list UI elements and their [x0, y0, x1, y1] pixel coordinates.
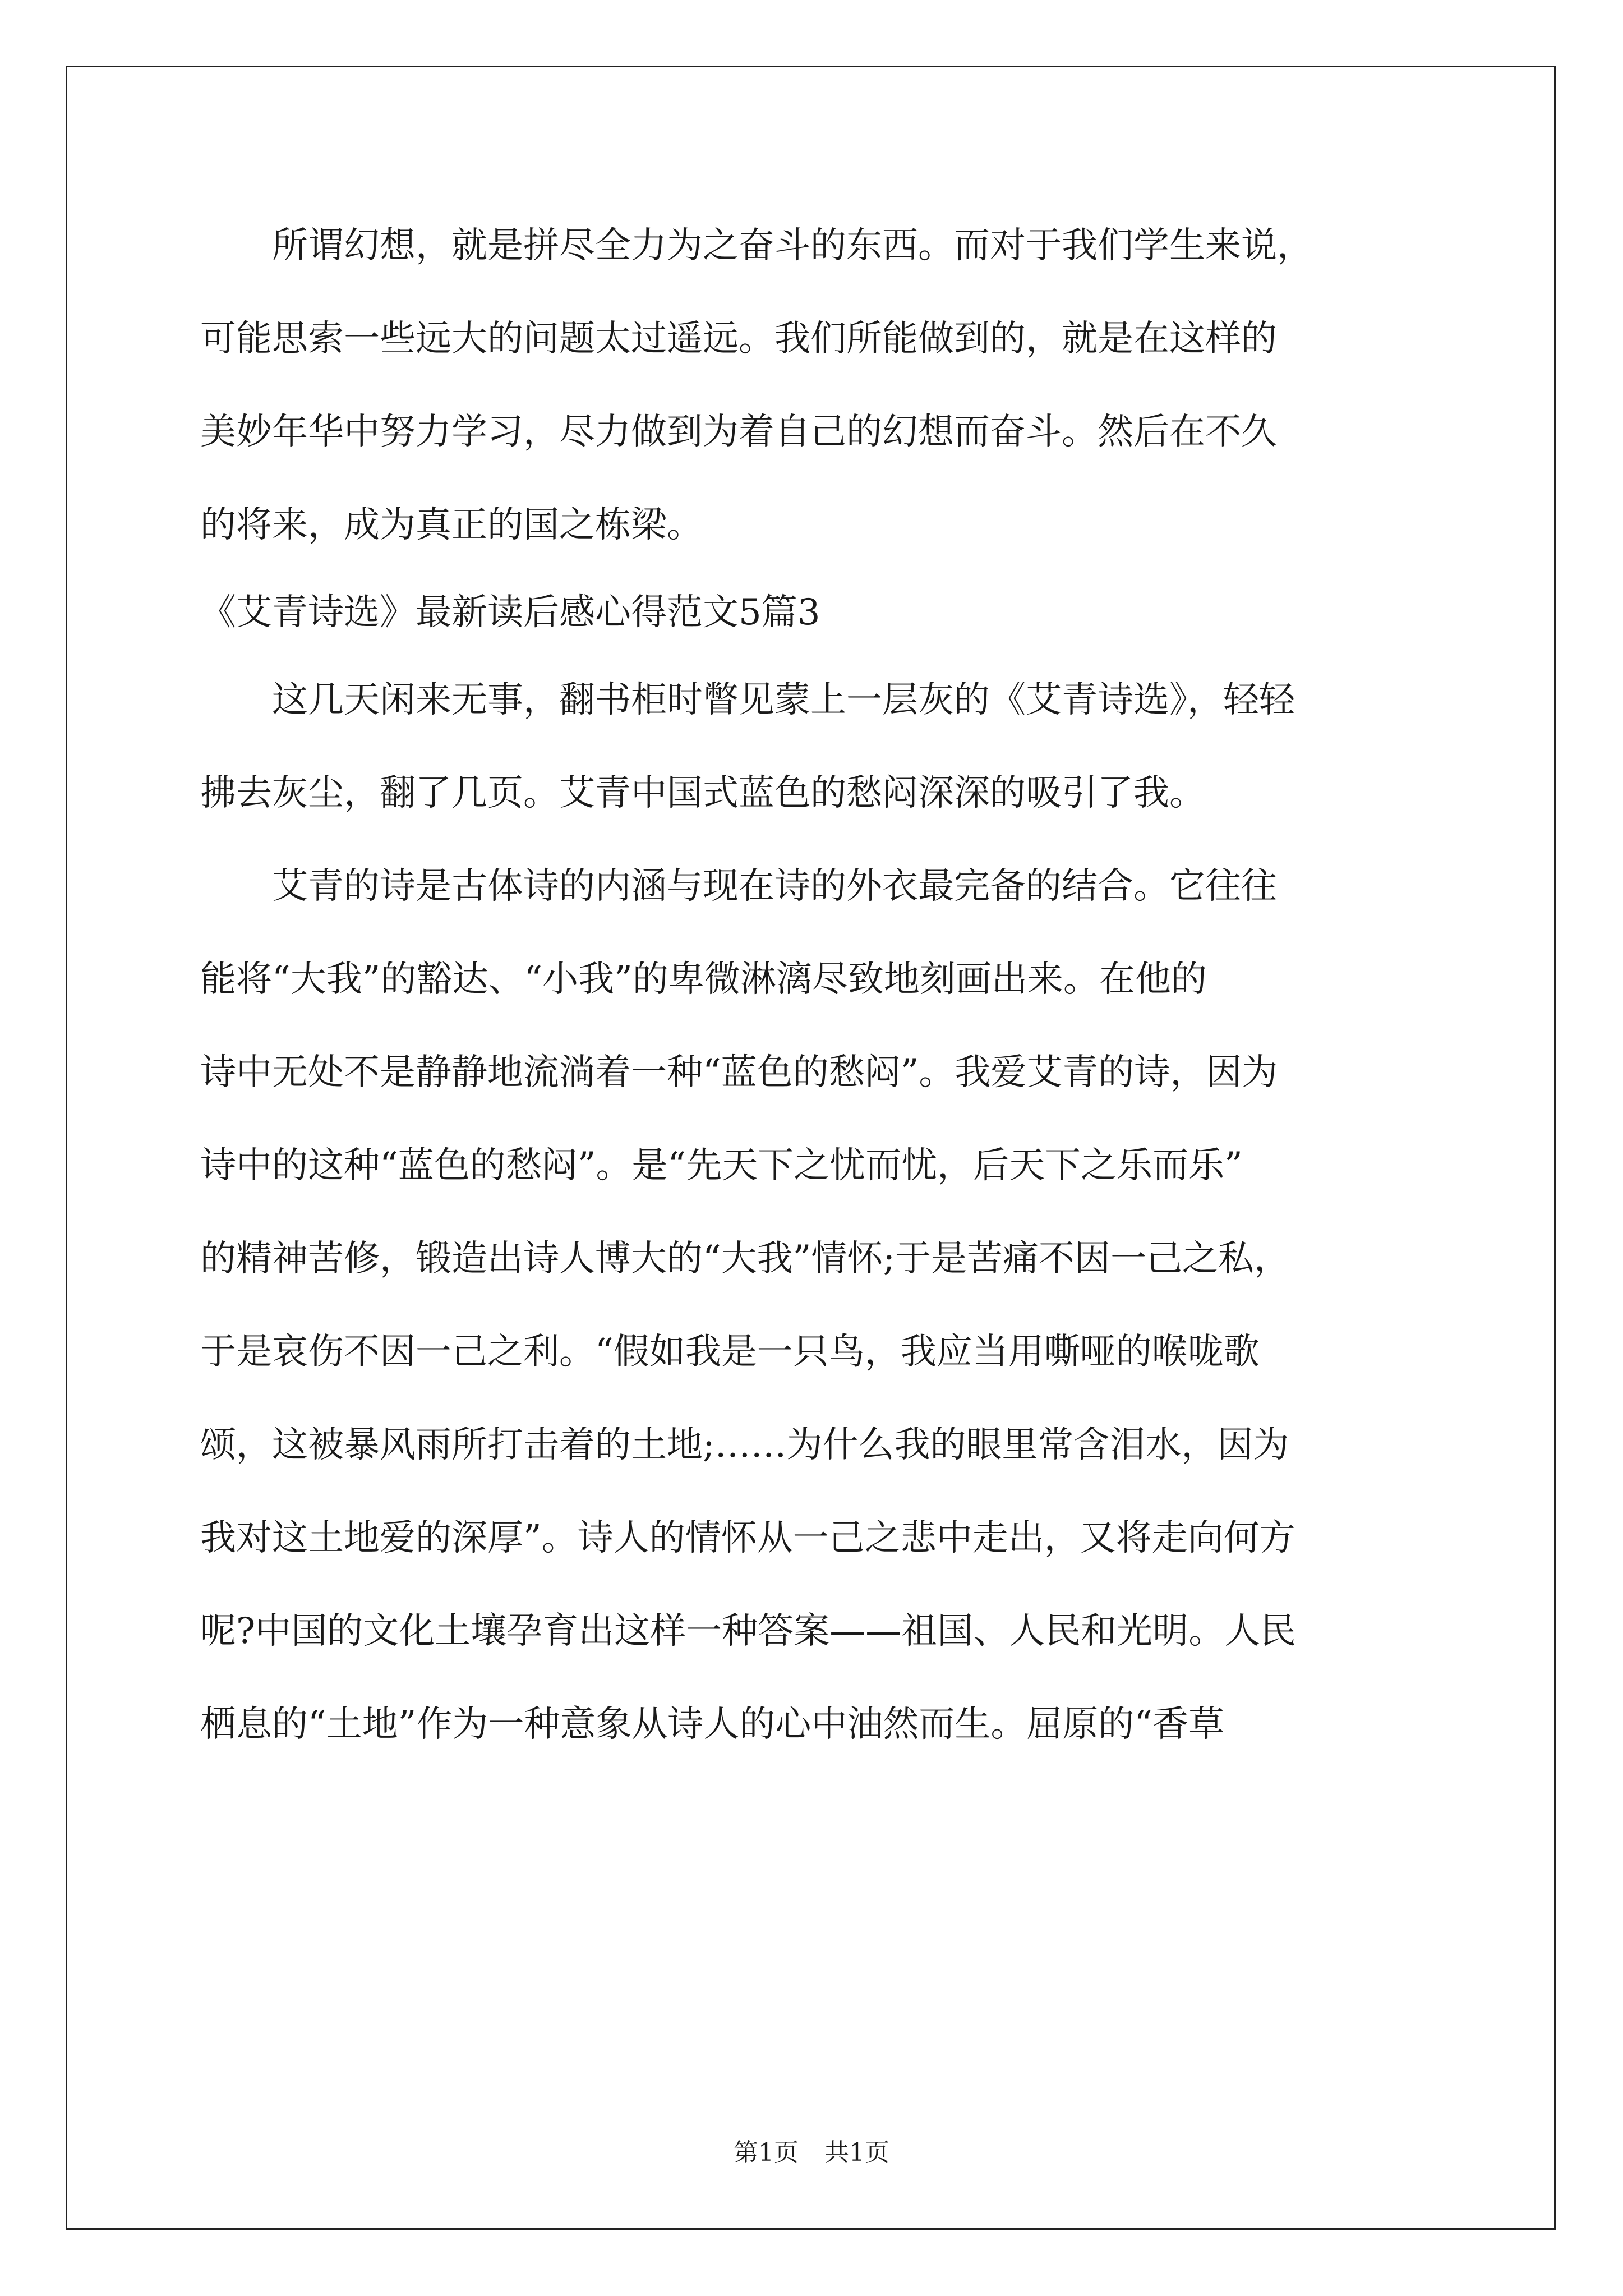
page-total: 共1页	[824, 2138, 889, 2167]
text-line: 所谓幻想，就是拼尽全力为之奋斗的东西。而对于我们学生来说，	[200, 225, 1313, 266]
text-line: 颂，这被暴风雨所打击着的土地;……为什么我的眼里常含泪水，因为	[200, 1424, 1289, 1466]
text-line: 拂去灰尘，翻了几页。艾青中国式蓝色的愁闷深深的吸引了我。	[200, 772, 1205, 814]
text-line: 于是哀伤不因一己之利。“假如我是一只鸟，我应当用嘶哑的喉咙歌	[200, 1331, 1260, 1373]
text-line: 的将来，成为真正的国之栋梁。	[200, 504, 703, 546]
text-line: 能将“大我”的豁达、“小我”的卑微淋漓尽致地刻画出来。在他的	[200, 959, 1207, 1000]
text-line: 呢?中国的文化土壤孕育出这样一种答案——祖国、人民和光明。人民	[200, 1611, 1297, 1652]
text-line: 诗中无处不是静静地流淌着一种“蓝色的愁闷”。我爱艾青的诗，因为	[200, 1052, 1278, 1093]
text-line: 美妙年华中努力学习，尽力做到为着自己的幻想而奋斗。然后在不久	[200, 411, 1277, 453]
text-line: 艾青的诗是古体诗的内涵与现在诗的外衣最完备的结合。它往往	[200, 866, 1277, 907]
text-line: 的精神苦修，锻造出诗人博大的“大我”情怀;于是苦痛不因一己之私，	[200, 1238, 1290, 1280]
page-number: 第1页	[734, 2138, 799, 2167]
text-line: 诗中的这种“蓝色的愁闷”。是“先天下之忧而忧，后天下之乐而乐”	[200, 1145, 1243, 1186]
section-heading: 《艾青诗选》最新读后感心得范文5篇3	[200, 592, 820, 633]
page-footer	[0, 2136, 1623, 2170]
text-line: 我对这土地爱的深厚”。诗人的情怀从一己之悲中走出，又将走向何方	[200, 1517, 1295, 1559]
text-line: 可能思索一些远大的问题太过遥远。我们所能做到的，就是在这样的	[200, 318, 1277, 360]
text-line: 这几天闲来无事，翻书柜时瞥见蒙上一层灰的《艾青诗选》，轻轻	[200, 679, 1295, 721]
text-line: 栖息的“土地”作为一种意象从诗人的心中油然而生。屈原的“香草	[200, 1704, 1225, 1745]
